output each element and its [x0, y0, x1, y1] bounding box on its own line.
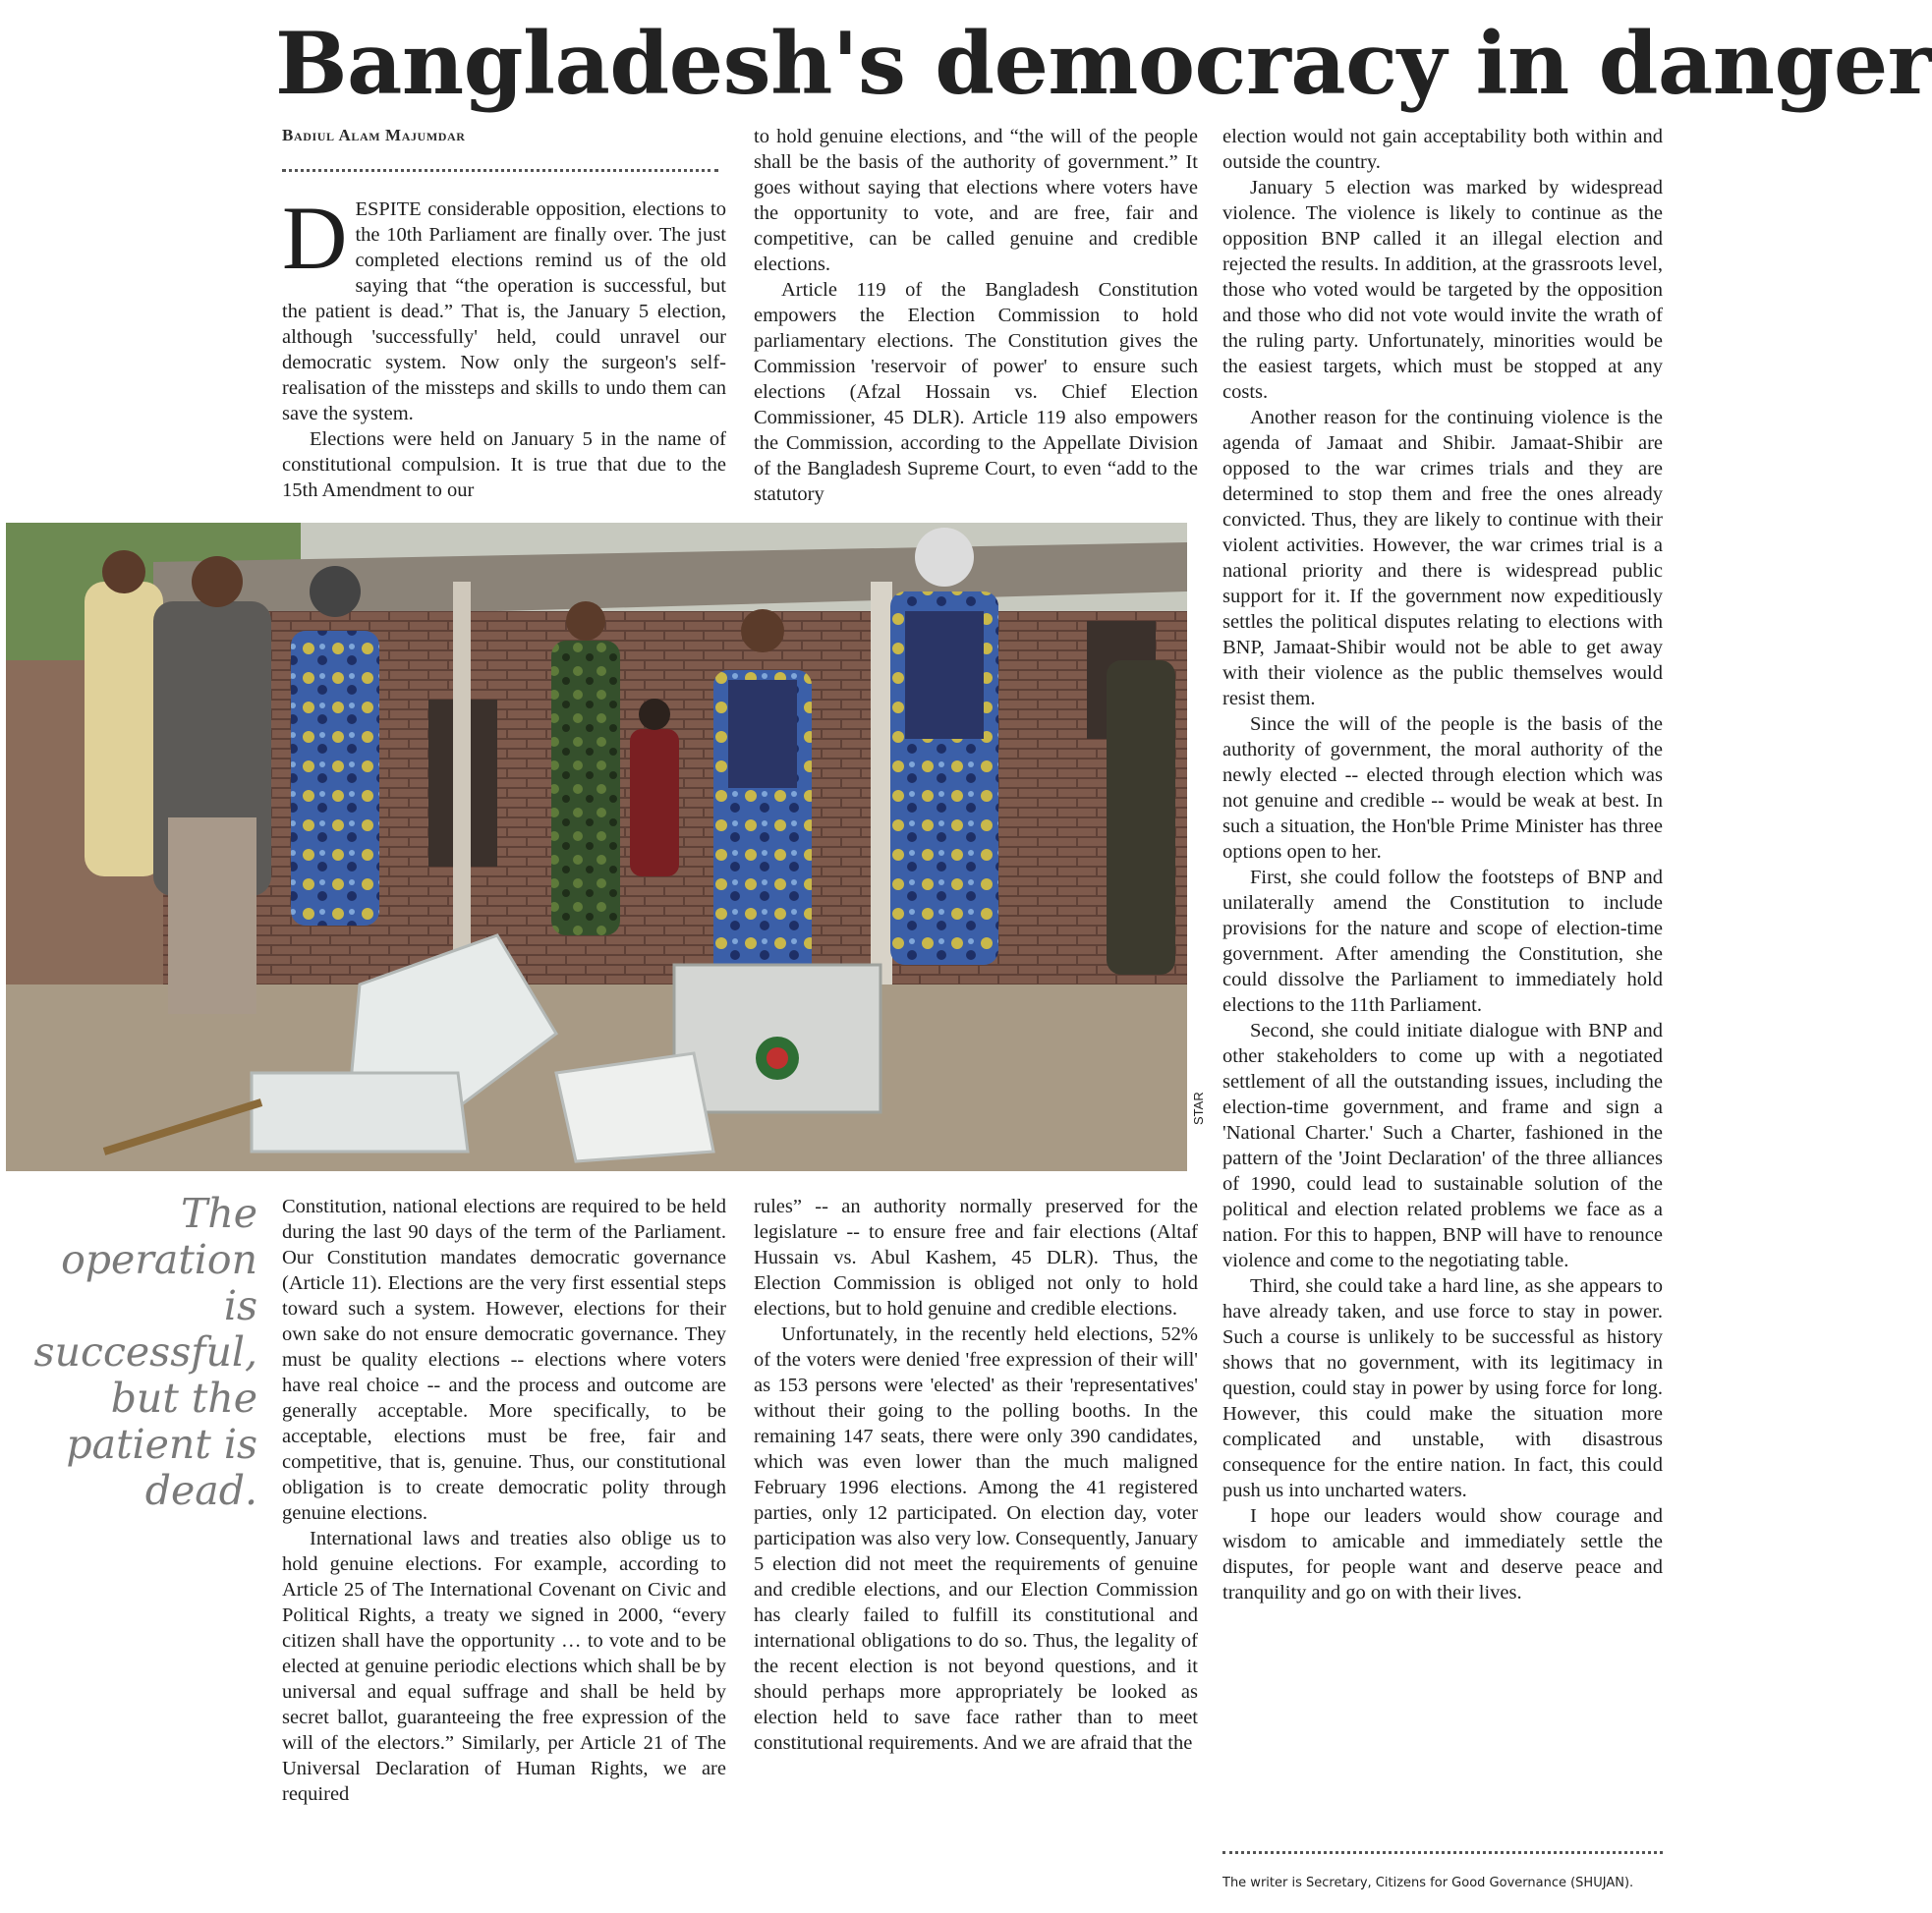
byline-divider	[282, 169, 718, 172]
byline: Badiul Alam Majumdar	[282, 126, 466, 144]
news-photo	[6, 523, 1187, 1171]
column-3	[1222, 124, 1663, 1605]
column-2-top	[754, 124, 1198, 507]
paragraph: Another reason for the continuing violence is the agenda of Jamaat and Shibir. Jamaat-Shibir are opposed to the war crimes trials and they are determined to stop them and free the ones already convicted. Thus, they are likely to continue with their violent activities. However, the war crimes trial is a national priority and there is widespread public support for it. If the government now expeditiously settles the political disputes relating to elections with BNP, Jamaat-Shibir would not be able to get away with their violence as the public themselves would resist them.	[1222, 407, 1663, 709]
paragraph: to hold genuine elections, and “the will of the people shall be the basis of the authority of government.” It goes without saying that elections where voters have the opportunity to vote, and are free, fair and competitive, can be called genuine and credible elections.	[754, 126, 1198, 275]
photo-credit: STAR	[1191, 1092, 1206, 1125]
paragraph: election would not gain acceptability both within and outside the country.	[1222, 126, 1663, 173]
photo-illustration	[6, 523, 1187, 1171]
paragraph: International laws and treaties also oblige us to hold genuine elections. For example, according to Article 25 of The International Covenant on Civic and Political Rights, a treaty we signed in 2000, “every citizen shall have the opportunity … to vote and to be elected at genuine periodic elections which shall be by universal and equal suffrage and shall be held by secret ballot, guaranteeing the free expression of the will of the electors.” Similarly, per Article 21 of The Universal Declaration of Human Rights, we are required	[282, 1528, 726, 1805]
footnote-divider	[1222, 1851, 1663, 1854]
paragraph: Article 119 of the Bangladesh Constitution empowers the Election Commission to hold parliamentary elections. The Constitution gives the Commission 'reservoir of power' to ensure such elections (Afzal Hossain vs. Chief Election Commissioner, 45 DLR). Article 119 also empowers the Commission, according to the Appellate Division of the Bangladesh Supreme Court, to even “add to the statutory	[754, 279, 1198, 505]
paragraph: Second, she could initiate dialogue with BNP and other stakeholders to come up with a negotiated settlement of all the outstanding issues, including the election-time government, and frame and sign a 'National Charter.' Such a Charter, fashioned in the pattern of the 'Joint Declaration' of the three alliances of 1990, could lead to sustainable solution of the political and election related problems we face as a nation. For this to happen, BNP will have to renounce violence and come to the negotiating table.	[1222, 1020, 1663, 1271]
paragraph: rules” -- an authority normally preserved for the legislature -- to ensure free and fair elections (Altaf Hussain vs. Abul Kashem, 45 DLR). Thus, the Election Commission is obliged not only to hold elections, but to hold genuine and credible elections.	[754, 1196, 1198, 1320]
drop-cap: D	[282, 188, 348, 288]
paragraph: Since the will of the people is the basis of the authority of government, the moral authority of the newly elected -- elected through election which was not genuine and credible -- would be weak at best. In such a situation, the Hon'ble Prime Minister has three options open to her.	[1222, 713, 1663, 863]
paragraph	[282, 188, 726, 426]
paragraph: Constitution, national elections are required to be held during the last 90 days of the term of the Parliament. Our Constitution mandates democratic governance (Article 11). Elections are the very first essential steps toward such a system. However, elections for their own sake do not ensure democratic governance. They must be quality elections -- elections where voters have real choice -- and the process and outcome are generally acceptable. More specifically, to be acceptable, elections must be free, fair and competitive, that is, genuine. Thus, our constitutional obligation is to create democratic polity through genuine elections.	[282, 1196, 726, 1524]
author-footnote: The writer is Secretary, Citizens for Good Governance (SHUJAN).	[1222, 1876, 1634, 1890]
paragraph: First, she could follow the footsteps of BNP and unilaterally amend the Constitution to include provisions for the nature and scope of election-time government. After amending the Constitution, she could dissolve the Parliament to immediately hold elections to the 11th Parliament.	[1222, 867, 1663, 1016]
paragraph: Third, she could take a hard line, as she appears to have already taken, and use force to stay in power. Such a course is unlikely to be successful as history shows that no government, with its legitimacy in question, could stay in power by using force for long. However, this could make the situation more complicated and unstable, with disastrous consequence for the entire nation. In fact, this could push us into uncharted waters.	[1222, 1275, 1663, 1501]
pull-quote: The operation is successful, but the patient is dead.	[33, 1190, 257, 1514]
column-2-bottom	[754, 1194, 1198, 1756]
paragraph: Unfortunately, in the recently held elections, 52% of the voters were denied 'free expression of their will' as 153 persons were 'elected' as their 'representatives' without their going to the polling booths. In the remaining 147 seats, there were only 390 candidates, which was even lower than the much maligned February 1996 elections. Among the 41 registered parties, only 12 participated. On election day, voter participation was also very low. Consequently, January 5 election did not meet the requirements of genuine and credible elections, and our Election Commission has clearly failed to fulfill its constitutional and international obligations to do so. Thus, the legality of the recent election is not beyond questions, and it should perhaps more appropriately be looked as election held to save face rather than to meet constitutional requirements. And we are afraid that the	[754, 1323, 1198, 1754]
column-1-top	[282, 188, 726, 503]
paragraph: I hope our leaders would show courage and wisdom to amicable and immediately settle the disputes, for people want and deserve peace and tranquility and go on with their lives.	[1222, 1505, 1663, 1604]
headline: Bangladesh's democracy in danger	[275, 13, 1932, 114]
paragraph: January 5 election was marked by widespread violence. The violence is likely to continue as the opposition BNP called it an illegal election and rejected the results. In addition, at the grassroots level, those who voted would be targeted by the opposition and those who did not vote would invite the wrath of the ruling party. Unfortunately, minorities would be the easiest targets, which must be stopped at any costs.	[1222, 177, 1663, 403]
paragraph: Elections were held on January 5 in the name of constitutional compulsion. It is true that due to the 15th Amendment to our	[282, 428, 726, 501]
opening-text: ESPITE considerable opposition, elections to the 10th Parliament are finally over. The just completed elections remind us of the old saying that “the operation is successful, but the patient is dead.” That is, the January 5 election, although 'successfully' held, could unravel our democratic system. Now only the surgeon's self-realisation of the missteps and skills to undo them can save the system.	[282, 198, 726, 424]
column-1-bottom	[282, 1194, 726, 1807]
